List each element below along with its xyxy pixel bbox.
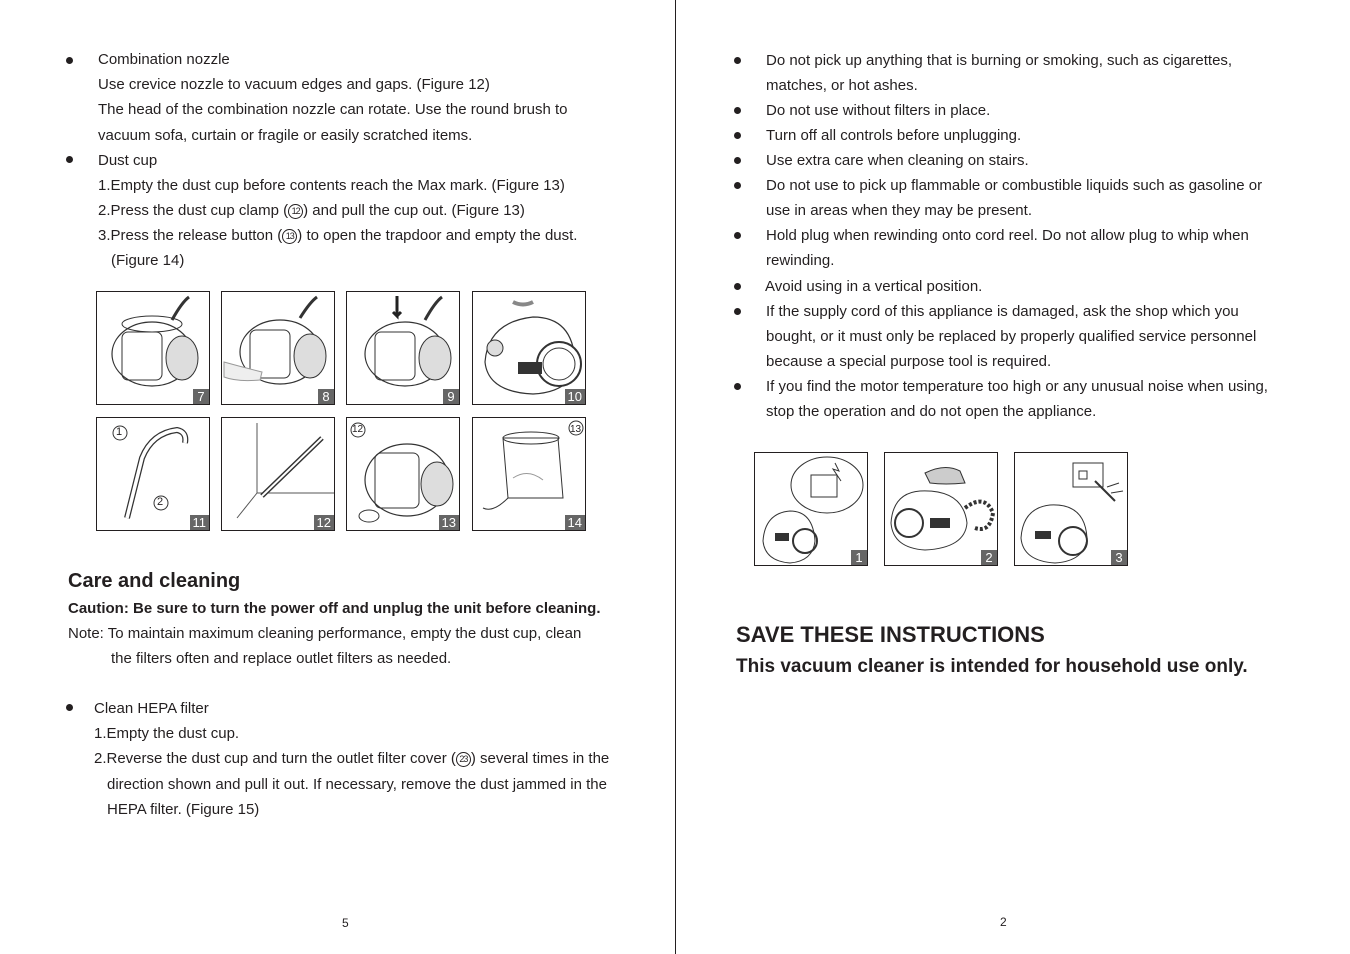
text-line: use in areas when they may be present. (766, 202, 1032, 219)
text-line (98, 223, 577, 248)
save-instructions-heading: SAVE THESE INSTRUCTIONS (736, 622, 1045, 647)
vacuum-illustration (347, 418, 459, 530)
text-line: direction shown and pull it out. If necessary, remove the dust jammed in the (107, 776, 607, 793)
text-line: Do not use to pick up flammable or combustible liquids such as gasoline or (766, 177, 1263, 194)
figure-2 (884, 452, 998, 566)
figure-13 (346, 417, 460, 531)
crevice-nozzle-illustration (222, 418, 334, 530)
callout-13: 13 (570, 424, 582, 435)
page-number: 5 (342, 916, 349, 930)
note-text: Note: To maintain maximum cleaning performance, empty the dust cup, clean (68, 625, 582, 642)
figure-12 (221, 417, 335, 531)
text-line: matches, or hot ashes. (766, 77, 918, 94)
text-line: Use extra care when cleaning on stairs. (766, 152, 1029, 169)
figure-11 (96, 417, 210, 531)
text-line: Avoid using in a vertical position. (765, 278, 983, 295)
figure-number: 7 (193, 389, 209, 404)
vacuum-illustration (347, 292, 459, 404)
figure-10 (472, 291, 586, 405)
caution-text: Caution: Be sure to turn the power off and unplug the unit before cleaning. (68, 600, 601, 617)
page-number: 2 (1000, 915, 1007, 929)
text-line: rewinding. (766, 252, 835, 269)
text-line: 1.Empty the dust cup. (94, 725, 240, 742)
callout-1: 1 (116, 426, 123, 438)
figure-number: 13 (439, 515, 459, 530)
note-text: the filters often and replace outlet filters as needed. (111, 650, 452, 667)
text-line: Do not use without filters in place. (766, 102, 991, 119)
bullet-dot (66, 57, 73, 64)
bullet-dot (66, 704, 73, 711)
figure-number: 2 (981, 550, 997, 565)
bullet-dot (734, 283, 741, 290)
vacuum-warning-illustration (755, 453, 867, 565)
figure-9 (346, 291, 460, 405)
care-and-cleaning-heading: Care and cleaning (68, 570, 241, 592)
figure-14 (472, 417, 586, 531)
figure-7 (96, 291, 210, 405)
text-span: ) to open the trapdoor and empty the dust. (297, 227, 578, 244)
text-line (98, 198, 525, 223)
vacuum-warning-illustration (1015, 453, 1127, 565)
bullet-dot (734, 132, 741, 139)
bullet-dot (734, 57, 741, 64)
circled-number: 13 (282, 229, 297, 244)
bullet-dot (66, 156, 73, 163)
text-line: Hold plug when rewinding onto cord reel. Do not allow plug to whip when (766, 227, 1249, 244)
text-line: because a special purpose tool is required. (766, 353, 1052, 370)
callout-12: 12 (352, 424, 364, 435)
text-line: If the supply cord of this appliance is damaged, ask the shop which you (766, 303, 1239, 320)
bullet-dot (734, 308, 741, 315)
circled-number: 23 (456, 752, 471, 767)
figure-8 (221, 291, 335, 405)
household-use-note: This vacuum cleaner is intended for household use only. (736, 656, 1248, 677)
bullet-dot (734, 383, 741, 390)
figure-number: 8 (318, 389, 334, 404)
text-line: HEPA filter. (Figure 15) (107, 801, 260, 818)
text-span: ) several times in the (470, 750, 610, 767)
figure-number: 10 (565, 389, 585, 404)
dust-cup-illustration (473, 418, 585, 530)
tube-illustration (97, 418, 209, 530)
vacuum-illustration (97, 292, 209, 404)
bullet-dot (734, 182, 741, 189)
page-divider (675, 0, 676, 954)
text-span: ) and pull the cup out. (Figure 13) (303, 202, 525, 219)
vacuum-illustration (473, 292, 585, 404)
text-line: bought, or it must only be replaced by properly qualified service personnel (766, 328, 1257, 345)
text-line: (Figure 14) (111, 252, 185, 269)
text-line: The head of the combination nozzle can rotate. Use the round brush to (98, 101, 568, 118)
figure-3 (1014, 452, 1128, 566)
text-line: vacuum sofa, curtain or fragile or easily scratched items. (98, 127, 473, 144)
vacuum-illustration (222, 292, 334, 404)
text-line: 1.Empty the dust cup before contents reach the Max mark. (Figure 13) (98, 177, 565, 194)
bullet-title-clean-hepa: Clean HEPA filter (94, 700, 209, 717)
text-line: stop the operation and do not open the appliance. (766, 403, 1097, 420)
bullet-dot (734, 107, 741, 114)
text-span: 3.Press the release button ( (98, 227, 283, 244)
figure-number: 12 (314, 515, 334, 530)
figure-number: 11 (190, 515, 210, 530)
text-line (94, 746, 609, 771)
circled-number: 12 (288, 204, 303, 219)
figure-1 (754, 452, 868, 566)
text-span: 2.Press the dust cup clamp ( (98, 202, 289, 219)
text-line: Use crevice nozzle to vacuum edges and gaps. (Figure 12) (98, 76, 490, 93)
bullet-title-combination-nozzle: Combination nozzle (98, 51, 230, 68)
figure-number: 1 (851, 550, 867, 565)
text-line: Turn off all controls before unplugging. (766, 127, 1022, 144)
bullet-dot (734, 232, 741, 239)
figure-number: 3 (1111, 550, 1127, 565)
text-span: 2.Reverse the dust cup and turn the outlet filter cover ( (94, 750, 456, 767)
callout-2: 2 (157, 496, 164, 508)
text-line: Do not pick up anything that is burning or smoking, such as cigarettes, (766, 52, 1233, 69)
text-line: If you find the motor temperature too high or any unusual noise when using, (766, 378, 1268, 395)
bullet-dot (734, 157, 741, 164)
bullet-title-dust-cup: Dust cup (98, 152, 158, 169)
figure-number: 9 (443, 389, 459, 404)
vacuum-warning-illustration (885, 453, 997, 565)
figure-number: 14 (565, 515, 585, 530)
